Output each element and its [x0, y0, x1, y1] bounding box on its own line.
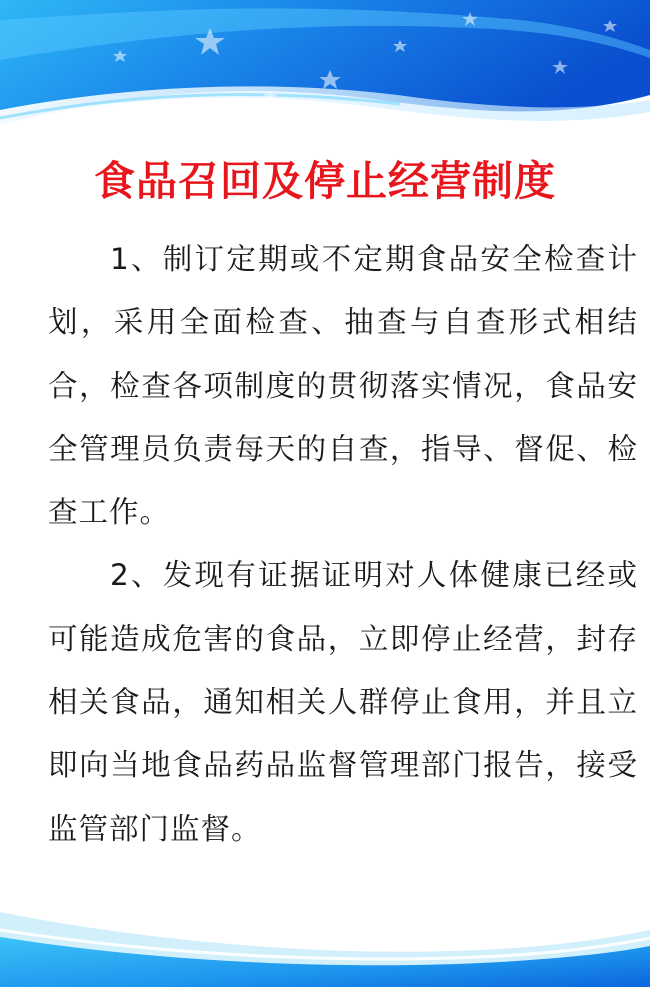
document-body [48, 228, 638, 861]
page-title: 食品召回及停止经营制度 [94, 157, 556, 205]
bottom-wave-decoration [0, 872, 650, 987]
top-banner-decoration [0, 0, 650, 150]
paragraph-1: 1、制订定期或不定期食品安全检查计划，采用全面检查、抽查与自查形式相结合，检查各项制度的贯彻落实情况，食品安全管理员负责每天的自查，指导、督促、检查工作。 [48, 242, 638, 530]
paragraph-2: 2、发现有证据证明对人体健康已经或可能造成危害的食品，立即停止经营，封存相关食品，通知相关人群停止食用，并且立即向当地食品药品监督管理部门报告，接受监管部门监督。 [48, 558, 638, 846]
